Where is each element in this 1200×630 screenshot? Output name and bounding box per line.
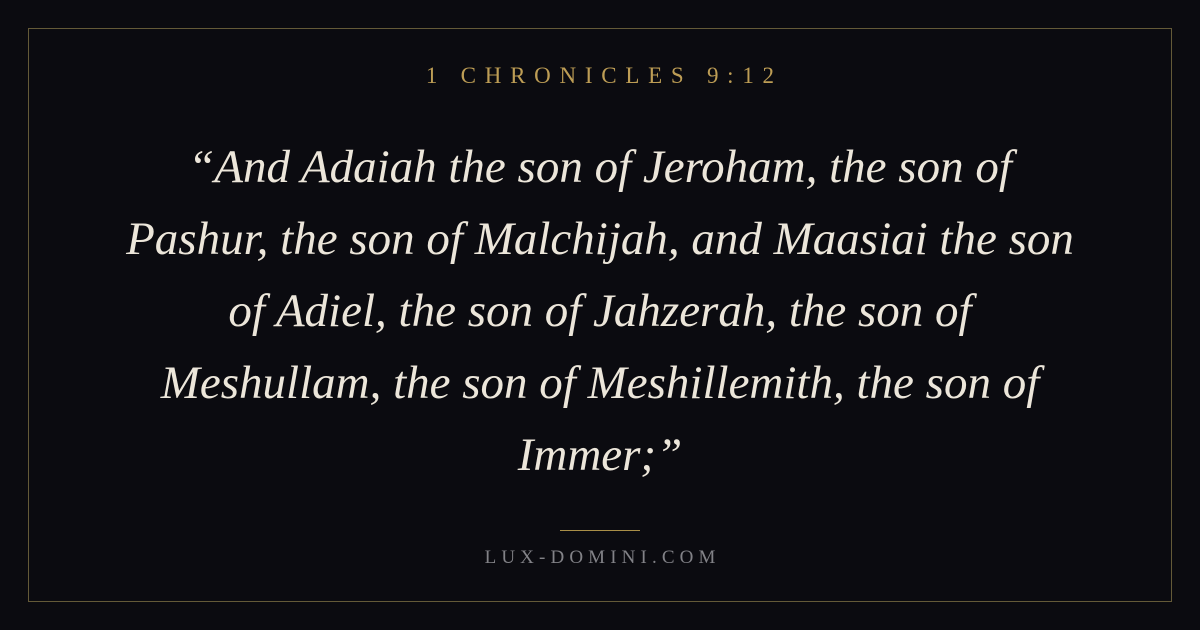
verse-line: Meshullam, the son of Meshillemith, the son of	[160, 357, 1040, 409]
verse-line: “And Adaiah the son of Jeroham, the son of	[188, 141, 1012, 193]
verse-line: Pashur, the son of Malchijah, and Maasiai the son	[126, 213, 1074, 265]
verse-line: of Adiel, the son of Jahzerah, the son of	[228, 285, 972, 337]
verse-reference: 1 CHRONICLES 9:12	[425, 63, 783, 88]
verse-line: Immer;”	[517, 429, 683, 481]
divider-line	[560, 530, 640, 531]
site-domain: LUX-DOMINI.COM	[484, 547, 721, 568]
verse-text	[60, 131, 1140, 491]
